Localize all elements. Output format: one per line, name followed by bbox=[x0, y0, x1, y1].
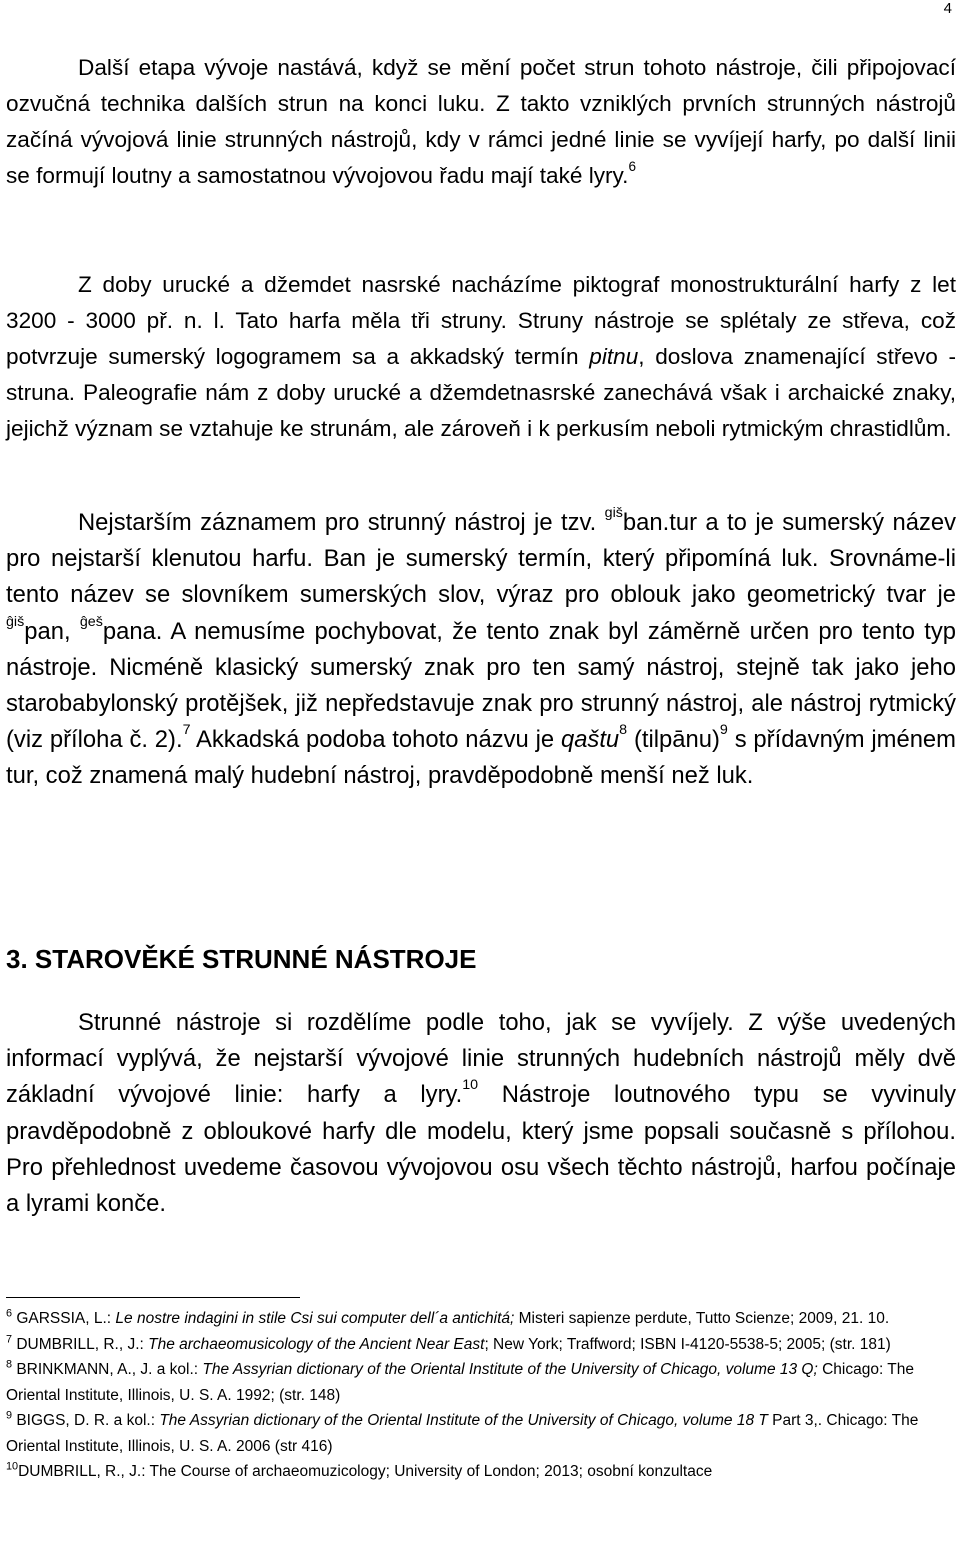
footnote-text: GARSSIA, L.: bbox=[12, 1310, 116, 1327]
footnote-number: 10 bbox=[6, 1460, 19, 1473]
footnote-ref[interactable]: 10 bbox=[462, 1077, 479, 1094]
footnote-number: 6 bbox=[6, 1307, 13, 1320]
footnote-item bbox=[6, 1332, 956, 1358]
italic-term: qaštu bbox=[560, 726, 620, 754]
footnote-number: 7 bbox=[6, 1333, 13, 1345]
footnote-text: DUMBRILL, R., J.: bbox=[12, 1335, 149, 1353]
footnote-ref[interactable]: 6 bbox=[628, 158, 636, 174]
footnote-title: Le nostre indagini in stile Csi sui computer dell´a antichitá; bbox=[115, 1310, 515, 1327]
footnote-ref[interactable]: 8 bbox=[619, 722, 628, 739]
footnote-text: Part 3,. Chicago: The Oriental Institute, Illinois, U. S. A. 2006 (str 416) bbox=[6, 1412, 919, 1455]
footnote-separator bbox=[6, 1297, 300, 1298]
footnotes bbox=[6, 1306, 956, 1485]
footnote-text: BIGGS, D. R. a kol.: bbox=[12, 1412, 160, 1429]
determinative: ĝeš bbox=[79, 613, 103, 630]
paragraph-text: ban.tur a to je sumerský název pro nejstarší klenutou harfu. Ban je sumerský termín, který připomíná luk. Srovnáme-li tento název se slovníkem sumerských slov, výraz pro oblouk jako geometrický tvar je bbox=[6, 509, 956, 609]
section-heading: 3. STAROVĚKÉ STRUNNÉ NÁSTROJE bbox=[6, 944, 477, 974]
footnote-item bbox=[6, 1357, 956, 1408]
italic-term: pitnu bbox=[589, 344, 639, 369]
footnote-item bbox=[6, 1408, 956, 1459]
paragraph-3 bbox=[6, 505, 956, 795]
paragraph-text: Nástroje loutnového typu se vyvinuly pravděpodobně z obloukové harfy dle modelu, který jsme popsali současně s přílohou. Pro přehlednost uvedeme časovou vývojovou osu všech těchto nástrojů, harfou počínaje a lyrami konče. bbox=[6, 1081, 956, 1218]
footnote-item bbox=[6, 1306, 956, 1332]
footnote-text: Misteri sapienze perdute, Tutto Scienze; 2009, 21. 10. bbox=[514, 1310, 890, 1327]
determinative: ĝiš bbox=[6, 613, 25, 630]
paragraph-text: pan, bbox=[24, 617, 80, 645]
footnote-ref[interactable]: 9 bbox=[719, 722, 728, 739]
footnote-text: BRINKMANN, A., J. a kol.: bbox=[12, 1361, 203, 1378]
footnote-text: DUMBRILL, R., J.: The Course of archaeomuzicology; University of London; 2013; osobní konzultace bbox=[18, 1463, 713, 1480]
footnote-ref[interactable]: 7 bbox=[182, 722, 191, 739]
paragraph-text: pana. A nemusíme pochybovat, že tento znak byl záměrně určen pro tento typ nástroje. Nicméně klasický sumerský znak pro ten samý nástroj, stejně tak jako jeho starobabylonský protějšek, již nepředstavuje znak pro strunný nástroj, ale nástroj rytmický (viz příloha č. 2). bbox=[6, 617, 956, 754]
paragraph-text: s přídavným jménem tur, což znamená malý hudební nástroj, pravděpodobně menší než luk. bbox=[6, 726, 956, 790]
paragraph-text: Akkadská podoba tohoto názvu je bbox=[190, 726, 561, 754]
determinative: giš bbox=[604, 505, 623, 522]
paragraph-text: Z doby urucké a džemdet nasrské nacházíme piktograf monostrukturální harfy z let 3200 - 3000 př. n. l. Tato harfa měla tři struny. Struny nástroje se splétaly ze střeva, což potvrzuje sumerský logogramem sa a akkadský termín bbox=[6, 272, 956, 369]
paragraph-text: Strunné nástroje si rozdělíme podle toho, jak se vyvíjely. Z výše uvedených informací vyplývá, že nejstarší vývojové linie strunných hudebních nástrojů měly dvě základní vývojové linie: harfy a lyry. bbox=[6, 1009, 956, 1109]
paragraph-text: (tilpānu) bbox=[627, 726, 720, 754]
footnote-text: ; New York; Traffword; ISBN I-4120-5538-5; 2005; (str. 181) bbox=[484, 1335, 891, 1353]
paragraph-text: Další etapa vývoje nastává, když se mění počet strun tohoto nástroje, čili připojovací ozvučná technika dalších strun na konci luku. Z takto vzniklých prvních strunných nástrojů začíná vývojová linie strunných nástrojů, kdy v rámci jedné linie se vyvíjejí harfy, po další linii se formují loutny a samostatnou vývojovou řadu mají také lyry. bbox=[6, 55, 956, 188]
footnote-number: 8 bbox=[6, 1358, 13, 1371]
paragraph-1 bbox=[6, 50, 956, 194]
footnote-text: Chicago: The Oriental Institute, Illinois, U. S. A. 1992; (str. 148) bbox=[6, 1361, 915, 1404]
footnote-item bbox=[6, 1459, 956, 1485]
paragraph-text: , doslova znamenající střevo - struna. Paleografie nám z doby urucké a džemdetnasrské zanechává však i archaické znaky, jejichž význam se vztahuje ke strunám, ale zároveň i k perkusím neboli rytmickým chrastidlům. bbox=[6, 344, 956, 441]
paragraph-2 bbox=[6, 267, 956, 447]
footnote-title: The Assyrian dictionary of the Oriental Institute of the University of Chicago, volume 18 T bbox=[159, 1412, 768, 1429]
page-number: 4 bbox=[943, 0, 952, 17]
footnote-title: The Assyrian dictionary of the Oriental Institute of the University of Chicago, volume 13 Q; bbox=[202, 1361, 818, 1378]
footnote-title: The archaeomusicology of the Ancient Near East bbox=[148, 1335, 485, 1353]
paragraph-4 bbox=[6, 1005, 956, 1222]
footnote-number: 9 bbox=[6, 1409, 13, 1422]
paragraph-text: Nejstarším záznamem pro strunný nástroj je tzv. bbox=[78, 509, 605, 536]
